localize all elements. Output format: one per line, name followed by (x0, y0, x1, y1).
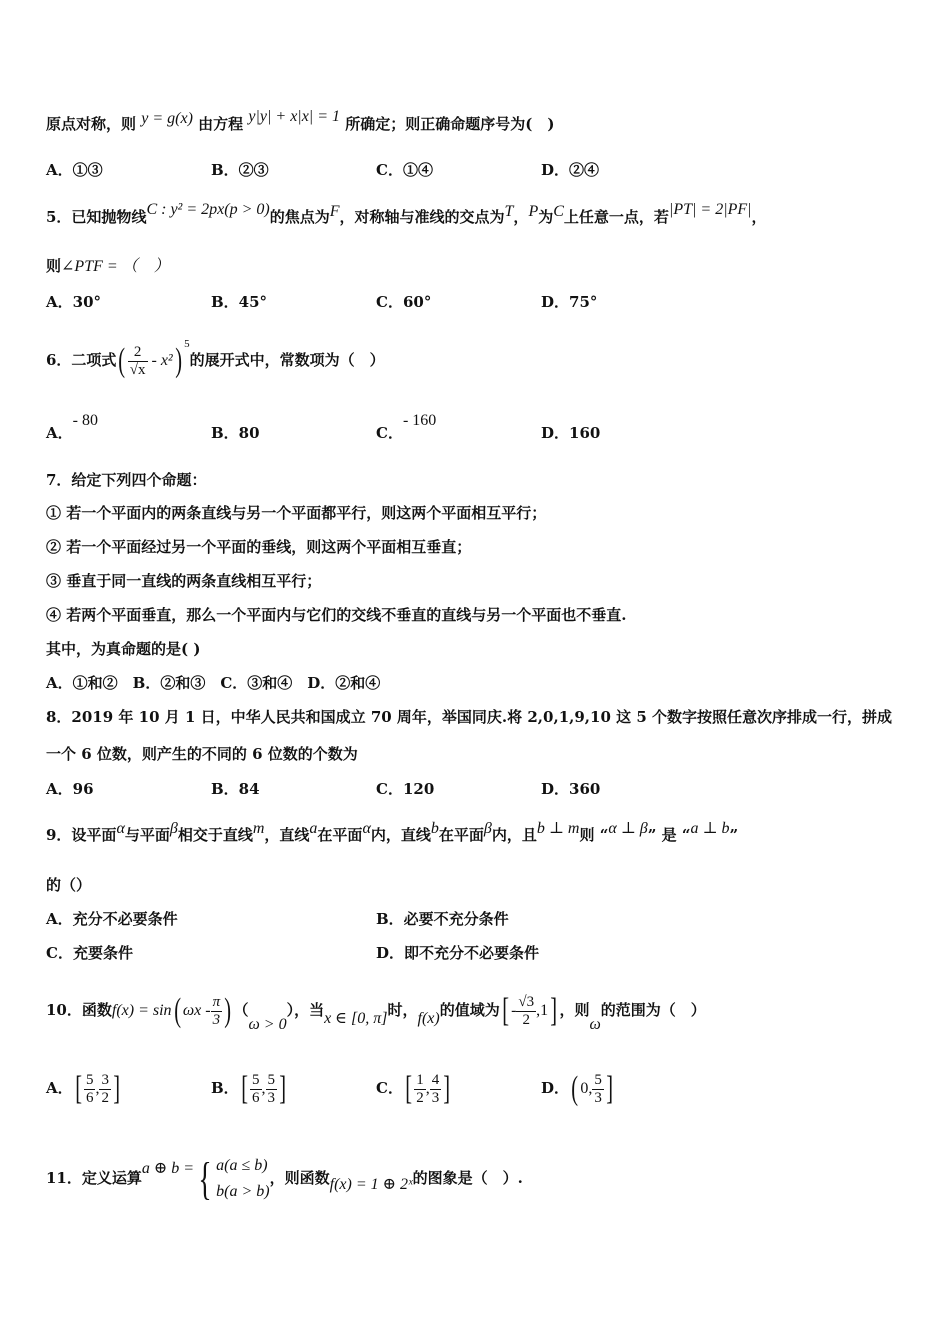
q5-t5: 上任意一点，若 (563, 208, 669, 226)
q5-cond: |PT| = 2|PF| (668, 201, 752, 218)
q6-option-a-label: A． (46, 424, 73, 442)
q5-t4: 为 (538, 208, 554, 226)
q9-b: b (430, 820, 439, 837)
q4-suffix: 所确定；则正确命题序号为( ) (345, 115, 555, 133)
q10-a-right-bracket: ] (113, 1070, 121, 1107)
q9-t11: ” (729, 826, 739, 844)
q10-a-frac2 (99, 1072, 111, 1107)
q9-beta-2: β (483, 820, 492, 837)
q10-a-n1: 5 (85, 1071, 94, 1088)
q4-eq-g: y = g(x) (141, 110, 193, 127)
q6-option-d: D．160 (541, 424, 601, 442)
q11-op: a ⊕ b = (141, 1160, 195, 1177)
q6-stem (46, 335, 385, 387)
q9-a: a (309, 820, 318, 837)
q10-c-frac2 (430, 1072, 442, 1107)
q10-a-n2: 3 (101, 1071, 109, 1088)
q9-t10: ” 是 “ (647, 826, 691, 844)
q5-line2-prefix: 则 (46, 257, 62, 275)
q10-c-comma: , (425, 1080, 430, 1097)
q10-range-frac (516, 994, 536, 1029)
q10-option-a (46, 1063, 122, 1114)
q4-stem (46, 108, 555, 135)
q8-stem-line2: 一个 6 位数，则产生的不同的 6 位数的个数为 (46, 745, 358, 763)
q10-c-right-bracket: ] (443, 1070, 451, 1107)
q8-option-b: B．84 (211, 780, 260, 798)
q5-T: T (504, 203, 514, 220)
q10-d-left-paren: ( (571, 1070, 579, 1107)
q10-left-paren: ( (173, 992, 181, 1029)
q10-b-right-bracket: ] (279, 1070, 287, 1107)
q11-case2: b(a > b) (216, 1183, 270, 1200)
q4-mid: 由方程 (198, 115, 244, 133)
q10-range-right: ] (550, 992, 558, 1029)
q10-paren-open: （ (233, 1001, 249, 1019)
q10-b-frac1 (250, 1072, 262, 1107)
q9-beta: β (169, 820, 178, 837)
q9-alpha-2: α (362, 820, 371, 837)
q11-brace: { (198, 1153, 212, 1204)
q6-option-c-label: C． (376, 424, 403, 442)
q10-option-a-label: A． (46, 1079, 73, 1097)
q9-t7: 在平面 (438, 826, 484, 844)
q10-option-d (541, 1063, 615, 1114)
q9-stem-line2: 的（） (46, 876, 92, 894)
q11-lead: 11．定义运算 (46, 1169, 142, 1187)
q11-cases (216, 1153, 269, 1205)
q5-curve: C : y² = 2px(p > 0) (146, 201, 270, 218)
q10-range-neg: - (511, 1002, 517, 1019)
q6-minus-term: - x² (151, 352, 173, 369)
q10-b-d2: 3 (267, 1089, 276, 1106)
q9-b-perp-m: b ⊥ m (536, 820, 580, 837)
q6-exponent: 5 (184, 338, 190, 350)
q10-b-n1: 5 (252, 1071, 260, 1088)
q6-option-a-value: - 80 (72, 412, 98, 429)
q11-t2: 的图象是（ ）. (412, 1169, 523, 1187)
q9-option-b: B．必要不充分条件 (376, 910, 509, 928)
q9-m: m (252, 820, 265, 837)
q6-option-c (376, 412, 437, 444)
q10-d-frac (592, 1072, 604, 1107)
q10-b-left-bracket: [ (240, 1070, 248, 1107)
q6-fraction (128, 344, 148, 379)
q5-F: F (329, 203, 340, 220)
q10-arg-left: ωx - (182, 1002, 211, 1019)
q10-option-b-label: B． (211, 1079, 239, 1097)
q6-right-paren: ) (175, 342, 182, 379)
q10-fx: f(x) = sin (111, 1002, 172, 1019)
q8-option-d: D．360 (541, 780, 601, 798)
q7-options: A．①和② B．②和③ C．③和④ D．②和④ (46, 674, 381, 692)
q10-d-right-bracket: ] (606, 1070, 613, 1107)
q10-c-d1: 2 (416, 1089, 424, 1106)
q5-angle: ∠PTF = （ ） (61, 258, 170, 275)
q10-pi-den: 3 (212, 1011, 221, 1028)
q7-item-1: ① 若一个平面内的两条直线与另一个平面都平行，则这两个平面相互平行； (46, 504, 547, 522)
q4-option-d: D．②④ (541, 161, 600, 179)
q7-item-2: ② 若一个平面经过另一个平面的垂线，则这两个平面相互垂直； (46, 538, 472, 556)
q10-option-c (376, 1063, 453, 1114)
q5-t2: ，对称轴与准线的交点为 (339, 208, 505, 226)
q10-d-n2: 5 (594, 1071, 602, 1088)
q7-item-4: ④ 若两个平面垂直，那么一个平面内与它们的交线不垂直的直线与另一个平面也不垂直. (46, 606, 627, 624)
q10-range-tail: ,1 (536, 1002, 549, 1019)
q5-t1: 的焦点为 (269, 208, 330, 226)
q10-omega: ω (589, 1016, 601, 1033)
q6-suffix: 的展开式中，常数项为（ ） (189, 351, 385, 369)
q10-stem (46, 985, 706, 1036)
q10-c-n1: 1 (416, 1071, 424, 1088)
q6-option-a (46, 412, 98, 444)
q10-range-num: √3 (518, 993, 535, 1010)
q5-option-c: C．60° (376, 293, 432, 311)
q6-frac-den: √x (129, 361, 146, 378)
q4-option-c: C．①④ (376, 161, 433, 179)
q10-t2: 的值域为 (439, 1001, 500, 1019)
q7-title: 7．给定下列四个命题： (46, 471, 207, 489)
q11-stem (46, 1148, 523, 1209)
q6-frac-num: 2 (128, 344, 148, 362)
q5-t6: ， (751, 208, 767, 226)
q10-option-b (211, 1063, 288, 1114)
q10-b-d1: 6 (252, 1089, 260, 1106)
q9-a-perp-b: a ⊥ b (690, 820, 730, 837)
q5-option-a: A．30° (46, 293, 102, 311)
q5-P: P (528, 203, 539, 220)
q10-range-den: 2 (522, 1011, 530, 1028)
q9-t8: 内，且 (491, 826, 537, 844)
q9-option-d: D．即不充分不必要条件 (376, 944, 540, 962)
q10-t3: ，则 (559, 1001, 590, 1019)
q10-b-n2: 5 (267, 1071, 276, 1088)
q4-option-a: A．①③ (46, 161, 103, 179)
q9-alpha: α (116, 820, 125, 837)
q5-stem (46, 201, 767, 228)
q7-ask: 其中，为真命题的是( ) (46, 640, 201, 658)
q10-t1: 时， (387, 1001, 418, 1019)
q9-alpha-perp-beta: α ⊥ β (608, 820, 648, 837)
q9-t2: 与平面 (124, 826, 170, 844)
q10-option-d-label: D． (541, 1079, 570, 1097)
q10-option-c-label: C． (376, 1079, 403, 1097)
q10-a-left-bracket: [ (74, 1070, 82, 1107)
q8-option-c: C．120 (376, 780, 435, 798)
q9-t6: 内，直线 (370, 826, 431, 844)
q10-c-n2: 4 (431, 1071, 440, 1088)
q10-pi-num: π (212, 993, 221, 1010)
q9-stem (46, 820, 739, 846)
q10-d-d2: 3 (594, 1089, 602, 1106)
q10-b-frac2 (266, 1072, 278, 1107)
q10-domain: x ∈ [0, π] (324, 1010, 388, 1027)
q7-item-3: ③ 垂直于同一直线的两条直线相互平行； (46, 572, 322, 590)
q5-C: C (553, 203, 564, 220)
q10-c-d2: 3 (431, 1089, 440, 1106)
q4-eq-curve: y|y| + x|x| = 1 (248, 108, 340, 125)
q9-t4: ，直线 (264, 826, 310, 844)
q9-t9: 则 “ (579, 826, 609, 844)
q10-a-comma: , (95, 1080, 100, 1097)
q9-t3: 相交于直线 (177, 826, 253, 844)
q6-lead: 6．二项式 (46, 351, 117, 369)
q11-t1: ，则函数 (269, 1169, 330, 1187)
q10-right-paren: ) (224, 992, 232, 1029)
q10-c-frac1 (414, 1072, 426, 1107)
q10-pi-third (211, 994, 223, 1029)
q9-option-a: A．充分不必要条件 (46, 910, 178, 928)
q5-option-d: D．75° (541, 293, 598, 311)
q9-t5: 在平面 (317, 826, 363, 844)
q8-stem-line1: 8．2019 年 10 月 1 日，中华人民共和国成立 70 周年，举国同庆.将 2,0,1,9,10 这 5 个数字按照任意次序排成一行，拼成 (46, 708, 892, 726)
q11-fx: f(x) = 1 ⊕ 2ˣ (329, 1176, 413, 1193)
q10-a-d1: 6 (85, 1089, 94, 1106)
q11-case1: a(a ≤ b) (216, 1157, 268, 1174)
q10-a-d2: 2 (101, 1089, 109, 1106)
q10-paren-close: ），当 (286, 1001, 325, 1019)
q4-option-b: B．②③ (211, 161, 269, 179)
q10-range-left: [ (502, 992, 509, 1029)
q10-c-left-bracket: [ (405, 1070, 413, 1107)
q10-cond: ω > 0 (248, 1016, 287, 1033)
q10-d-zero: 0, (580, 1080, 593, 1097)
q9-t1: 9．设平面 (46, 826, 117, 844)
q5-stem-line2 (46, 256, 170, 277)
q10-lead: 10．函数 (46, 1001, 112, 1019)
q5-t3: ， (513, 208, 529, 226)
q5-lead: 5．已知抛物线 (46, 208, 147, 226)
q5-option-b: B．45° (211, 293, 268, 311)
q8-option-a: A．96 (46, 780, 94, 798)
q6-left-paren: ( (118, 342, 126, 379)
q10-a-frac1 (84, 1072, 96, 1107)
q10-b-comma: , (261, 1080, 266, 1097)
q10-t4: 的范围为（ ） (600, 1001, 706, 1019)
q6-option-c-value: - 160 (402, 412, 437, 429)
q10-fx2: f(x) (417, 1010, 440, 1027)
q9-option-c: C．充要条件 (46, 944, 133, 962)
q6-option-b: B．80 (211, 424, 260, 442)
q4-prefix: 原点对称，则 (46, 115, 137, 133)
